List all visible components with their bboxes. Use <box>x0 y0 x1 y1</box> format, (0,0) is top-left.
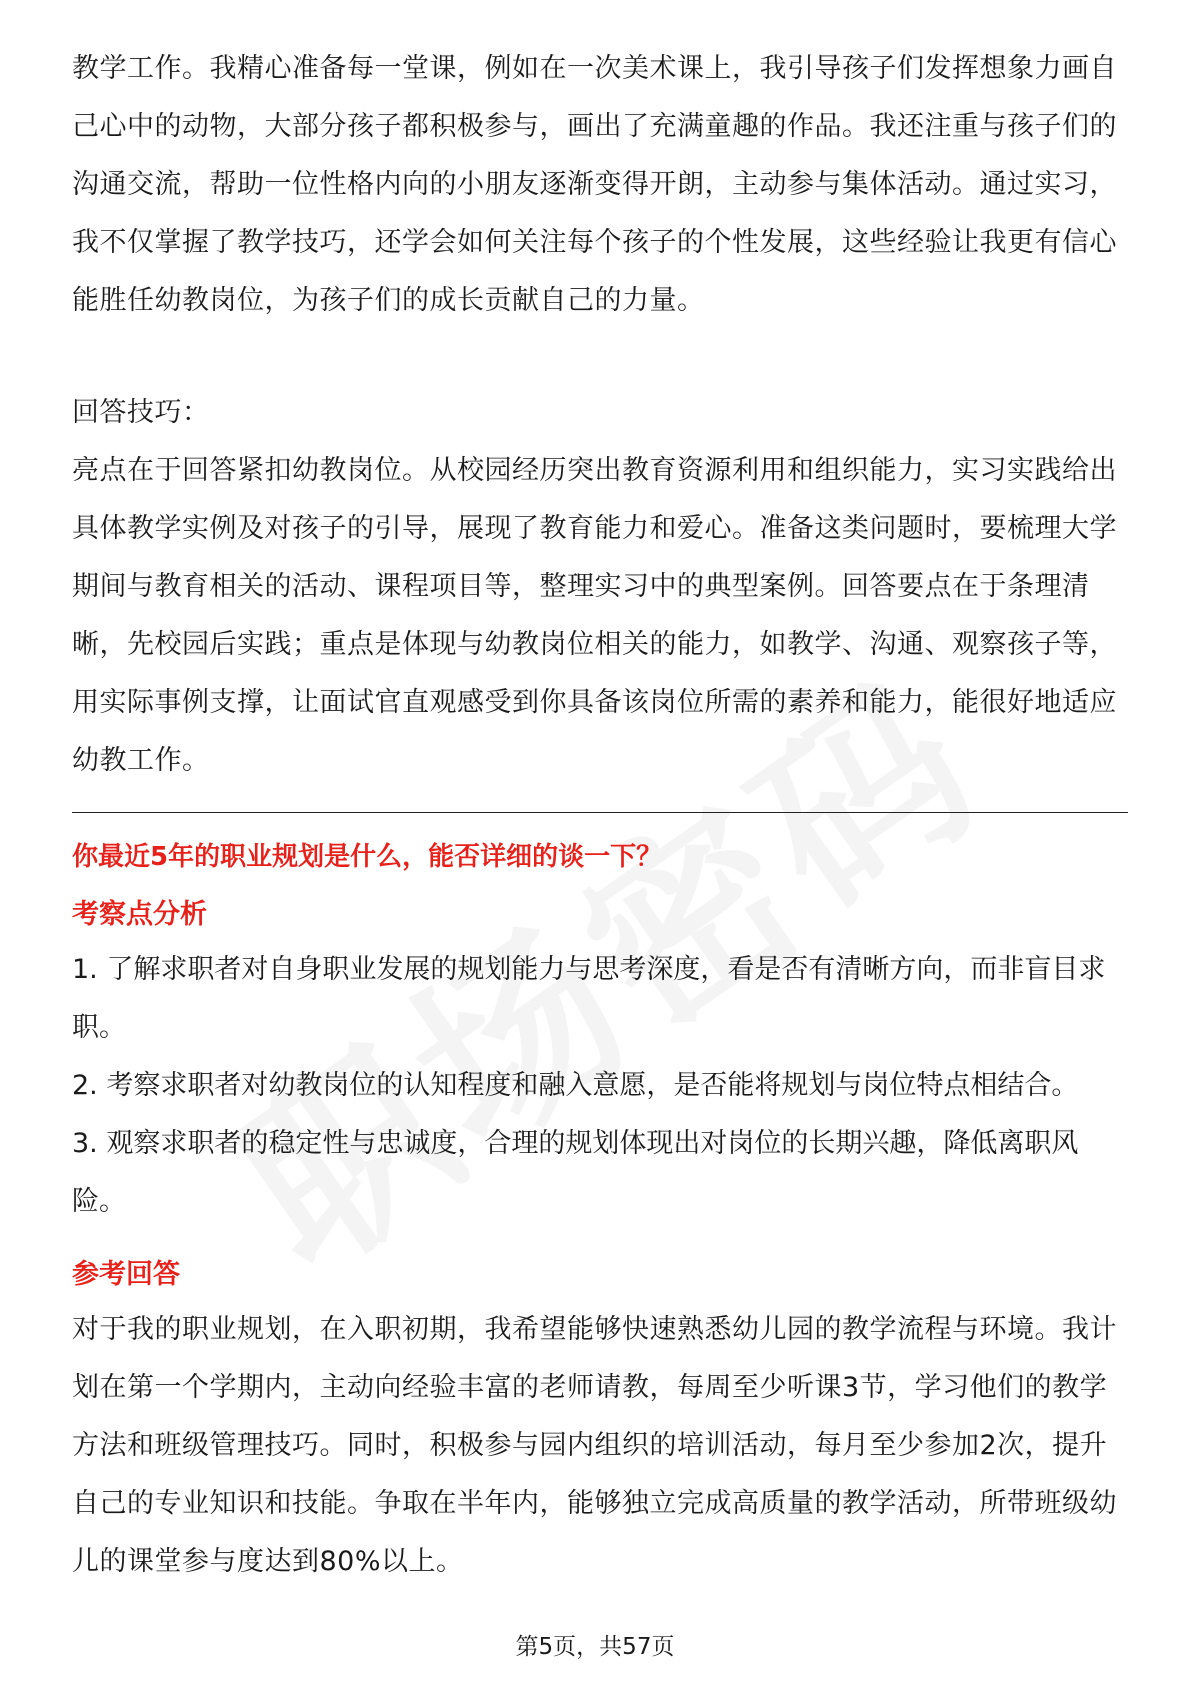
analysis-item-1: 1. 了解求职者对自身职业发展的规划能力与思考深度，看是否有清晰方向，而非盲目求职。 <box>72 954 1106 1043</box>
reference-heading: 参考回答 <box>72 1259 180 1290</box>
analysis-heading: 考察点分析 <box>72 899 207 930</box>
tips-label: 回答技巧： <box>72 397 210 428</box>
analysis-item-3: 3. 观察求职者的稳定性与忠诚度，合理的规划体现出对岗位的长期兴趣，降低离职风险。 <box>72 1128 1079 1217</box>
tips-paragraph: 亮点在于回答紧扣幼教岗位。从校园经历突出教育资源利用和组织能力，实习实践给出具体教学实例及对孩子的引导，展现了教育能力和爱心。准备这类问题时，要梳理大学期间与教育相关的活动、课程项目等，整理实习中的典型案例。回答要点在于条理清晰，先校园后实践；重点是体现与幼教岗位相关的能力，如教学、沟通、观察孩子等，用实际事例支撑，让面试官直观感受到你具备该岗位所需的素养和能力，能很好地适应幼教工作。 <box>72 455 1117 776</box>
intro-paragraph: 教学工作。我精心准备每一堂课，例如在一次美术课上，我引导孩子们发挥想象力画自己心中的动物，大部分孩子都积极参与，画出了充满童趣的作品。我还注重与孩子们的沟通交流，帮助一位性格内向的小朋友逐渐变得开朗，主动参与集体活动。通过实习，我不仅掌握了教学技巧，还学会如何关注每个孩子的个性发展，这些经验让我更有信心能胜任幼教岗位，为孩子们的成长贡献自己的力量。 <box>72 53 1117 316</box>
reference-paragraph: 对于我的职业规划，在入职初期，我希望能够快速熟悉幼儿园的教学流程与环境。我计划在第一个学期内，主动向经验丰富的老师请教，每周至少听课3节，学习他们的教学方法和班级管理技巧。同时，积极参与园内组织的培训活动，每月至少参加2次，提升自己的专业知识和技能。争取在半年内，能够独立完成高质量的教学活动，所带班级幼儿的课堂参与度达到80%以上。 <box>72 1314 1117 1577</box>
page-number: 第5页，共57页 <box>515 1634 675 1660</box>
document-page <box>72 40 1128 1591</box>
question-title: 你最近5年的职业规划是什么，能否详细的谈一下？ <box>72 842 663 872</box>
section-divider <box>72 812 1128 813</box>
analysis-item-2: 2. 考察求职者对幼教岗位的认知程度和融入意愿，是否能将规划与岗位特点相结合。 <box>72 1070 1079 1101</box>
